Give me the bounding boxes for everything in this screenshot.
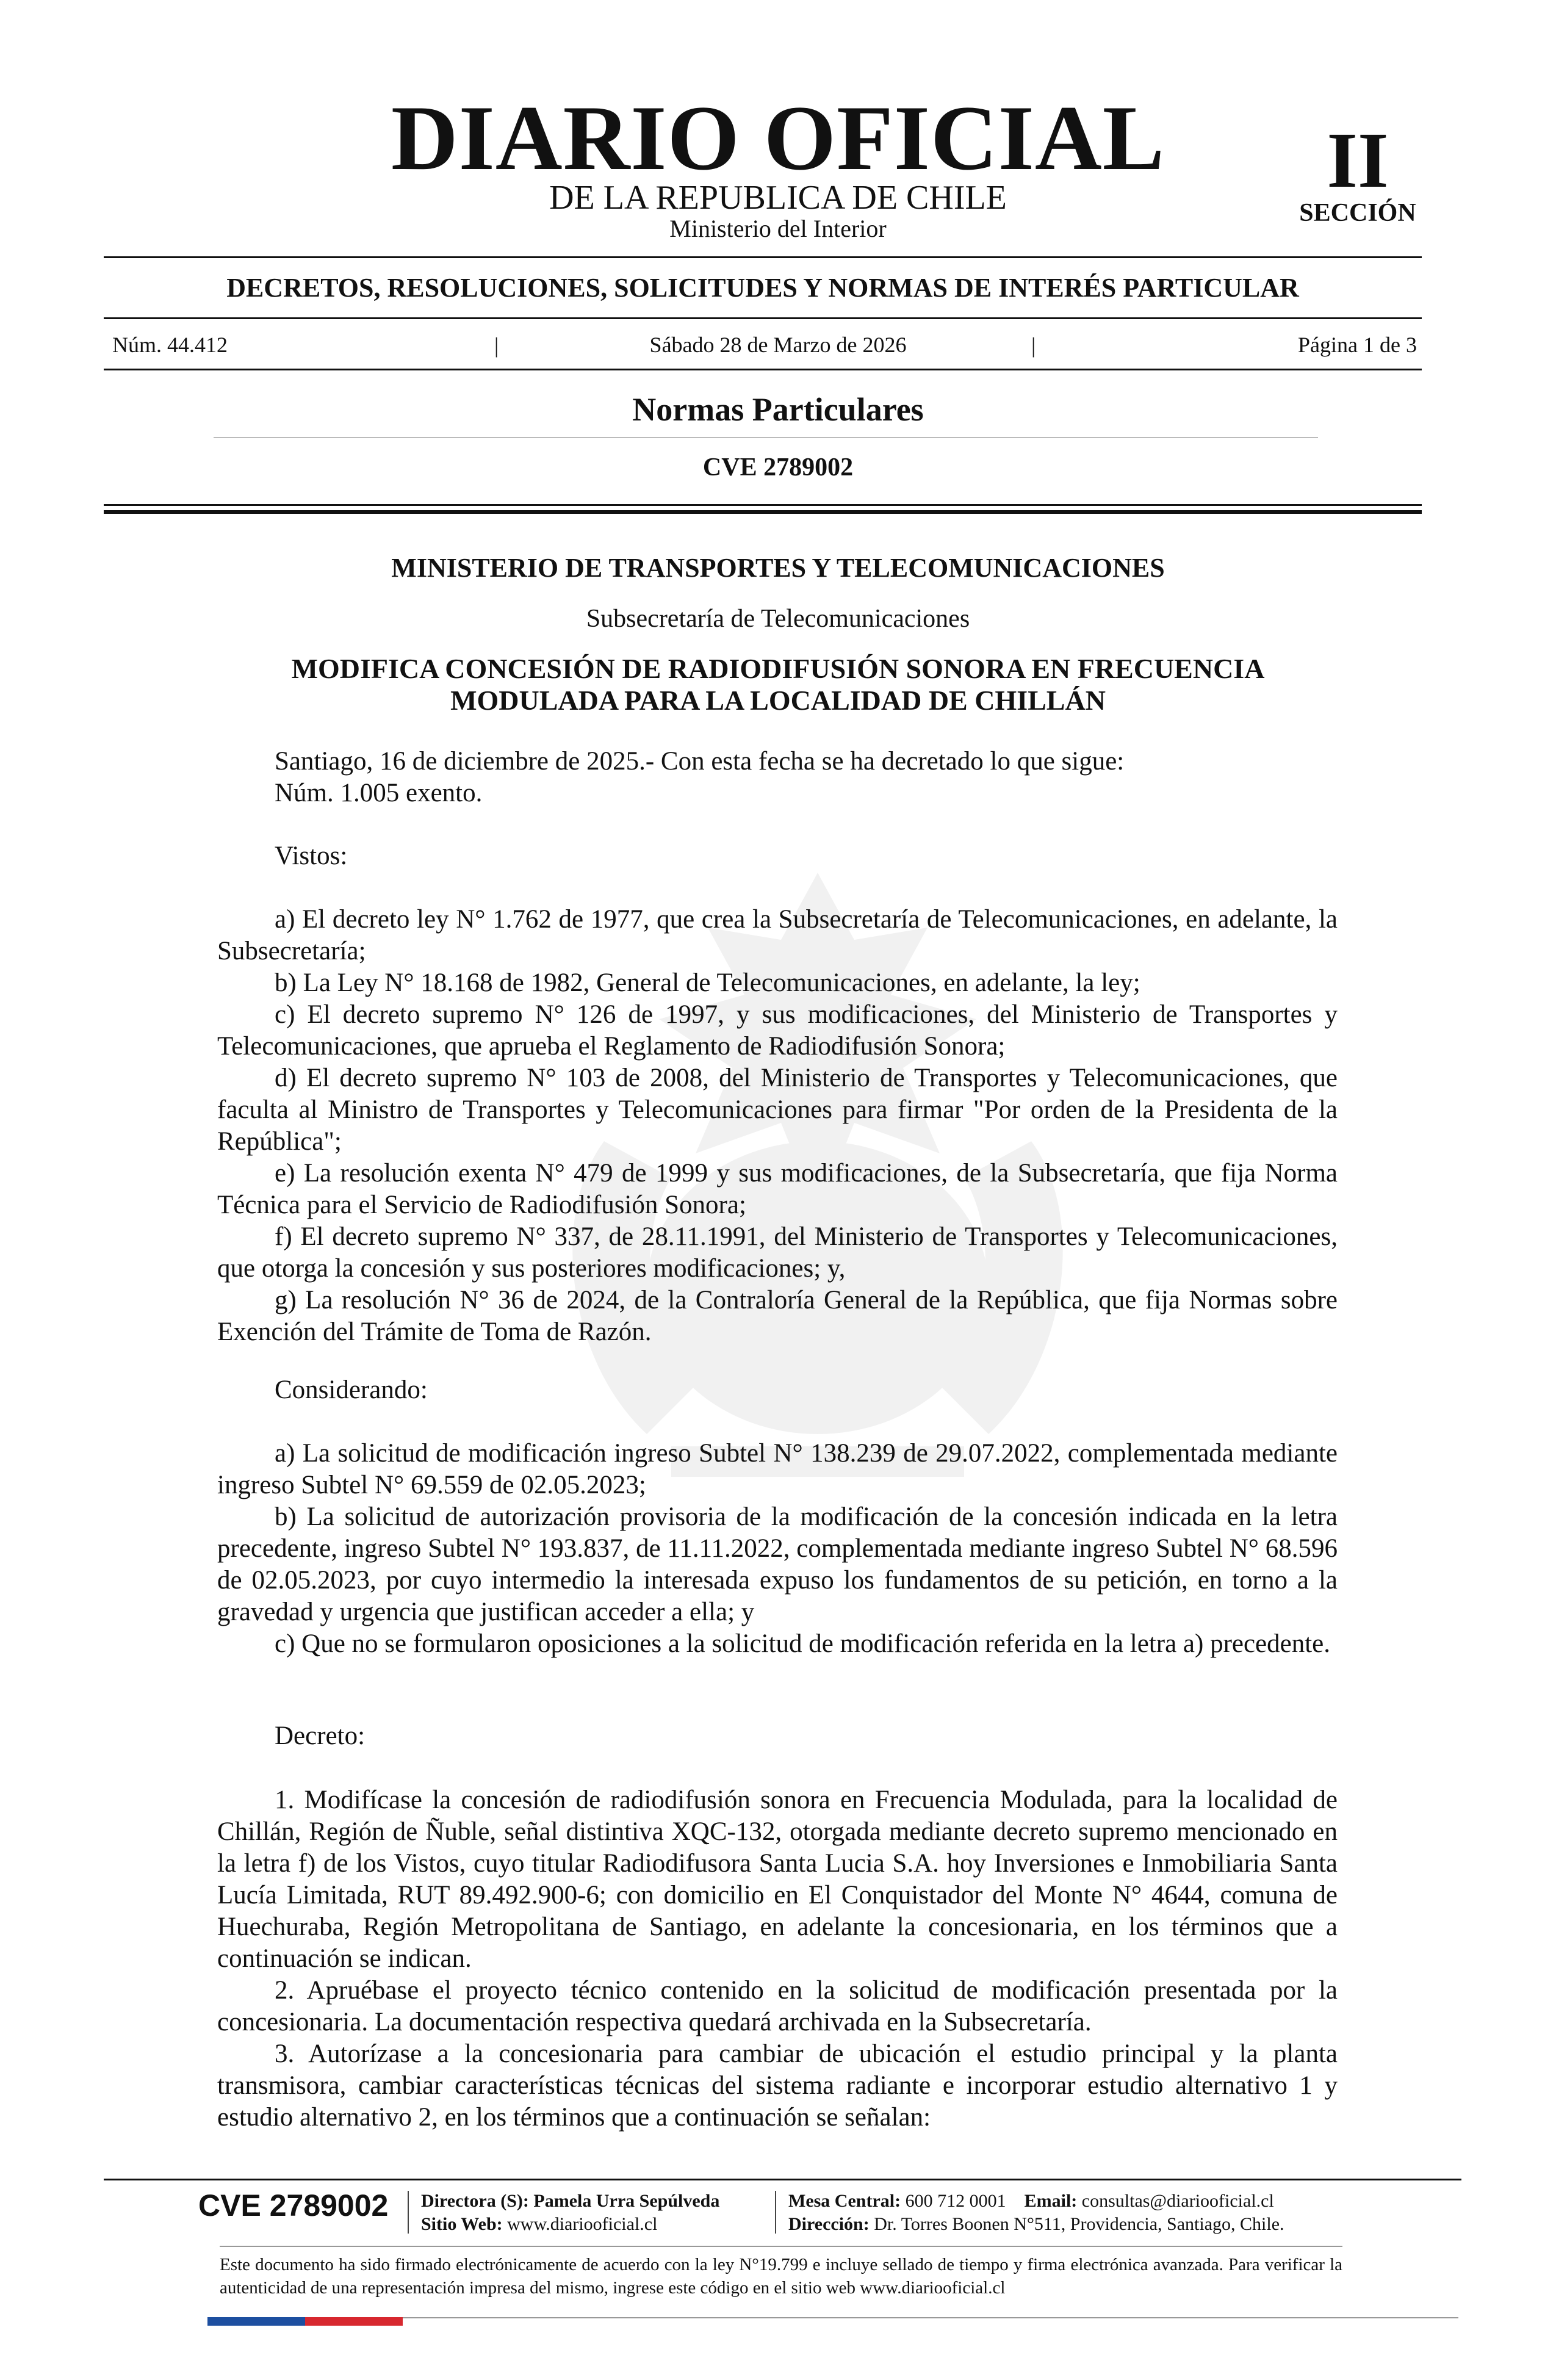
footer-contact-left <box>421 2190 719 2236</box>
footer-cve-code: CVE 2789002 <box>198 2188 389 2223</box>
footer-note: Este documento ha sido firmado electrónicamente de acuerdo con la ley N°19.799 e incluye sellado de tiempo y firma electrónica avanzada. Para verificar la autenticidad de una representación impresa del mismo, ingrese este código en el sitio web www.diariooficial.cl <box>220 2255 1342 2298</box>
issue-number: Núm. 44.412 <box>112 333 228 357</box>
divider-thick <box>104 510 1422 514</box>
list-item: c) El decreto supremo N° 126 de 1997, y sus modificaciones, del Ministerio de Transportes y Telecomunicaciones, que aprueba el Reglamento de Radiodifusión Sonora; <box>217 1000 1338 1061</box>
list-item: b) La Ley N° 18.168 de 1982, General de Telecomunicaciones, en adelante, la ley; <box>275 968 1140 997</box>
divider <box>104 256 1422 258</box>
list-item: 1. Modifícase la concesión de radiodifusión sonora en Frecuencia Modulada, para la localidad de Chillán, Región de Ñuble, señal distintiva XQC-132, otorgada mediante decreto supremo mencionado en la letra f) de los Vistos, cuyo titular Radiodifusora Santa Lucia S.A. hoy Inversiones e Inmobiliaria Santa Lucía Limitada, RUT 89.492.900-6; con domicilio en El Conquistador del Monte N° 4644, comuna de Huechuraba, Región Metropolitana de Santiago, en adelante la concesionaria, en los términos que a continuación se indican. <box>217 1786 1338 1973</box>
decreto-list <box>217 1784 1338 2133</box>
thin-divider <box>214 437 1318 438</box>
address-value: Dr. Torres Boonen N°511, Providencia, Santiago, Chile. <box>874 2214 1284 2234</box>
intro-line: Santiago, 16 de diciembre de 2025.- Con esta fecha se ha decretado lo que sigue: <box>275 747 1125 776</box>
divider <box>104 369 1422 370</box>
section-label: SECCIÓN <box>1299 199 1416 227</box>
list-item: g) La resolución N° 36 de 2024, de la Contraloría General de la República, que fija Normas sobre Exención del Trámite de Toma de Razón. <box>217 1286 1338 1346</box>
footer-contact-right <box>788 2190 1284 2236</box>
flag-stripe-red <box>305 2317 403 2326</box>
list-item: d) El decreto supremo N° 103 de 2008, del Ministerio de Transportes y Telecomunicaciones, que faculta al Ministro de Transportes y Telecomunicaciones para firmar "Por orden de la Presidenta de la República"; <box>217 1064 1338 1156</box>
vistos-list <box>217 904 1338 1348</box>
divider <box>104 504 1422 506</box>
section-heading: Normas Particulares <box>632 391 924 428</box>
site-link[interactable]: www.diariooficial.cl <box>507 2214 658 2234</box>
list-item: 2. Apruébase el proyecto técnico contenido en la solicitud de modificación presentada por la concesionaria. La documentación respectiva quedará archivada en la Subsecretaría. <box>217 1976 1338 2036</box>
list-item: 3. Autorízase a la concesionaria para cambiar de ubicación el estudio principal y la planta transmisora, cambiar características técnicas del sistema radiante e incorporar estudio alternativo 1 y estudio alternativo 2, en los términos que a continuación se señalan: <box>217 2039 1338 2132</box>
footer-thin-divider <box>220 2246 1342 2247</box>
intro-line: Núm. 1.005 exento. <box>275 779 483 807</box>
decree-title-line: MODIFICA CONCESIÓN DE RADIODIFUSIÓN SONORA EN FRECUENCIA <box>291 653 1265 684</box>
cve-code: CVE 2789002 <box>702 453 854 481</box>
footer-divider <box>104 2179 1461 2180</box>
meta-separator: | <box>1031 333 1036 358</box>
newspaper-subtitle: DE LA REPUBLICA DE CHILE <box>549 179 1007 217</box>
email-link[interactable]: consultas@diariooficial.cl <box>1081 2191 1274 2211</box>
phone-value: 600 712 0001 <box>905 2191 1006 2211</box>
address-label: Dirección: <box>788 2214 870 2234</box>
list-item: f) El decreto supremo N° 337, de 28.11.1991, del Ministerio de Transportes y Telecomunicaciones, que otorga la concesión y sus posteriores modificaciones; y, <box>217 1222 1338 1283</box>
list-item: e) La resolución exenta N° 479 de 1999 y sus modificaciones, de la Subsecretaría, que fija Norma Técnica para el Servicio de Radiodifusión Sonora; <box>217 1159 1338 1219</box>
flag-stripe-blue <box>207 2317 305 2326</box>
list-item: a) El decreto ley N° 1.762 de 1977, que crea la Subsecretaría de Telecomunicaciones, en adelante, la Subsecretaría; <box>217 905 1338 965</box>
intro <box>275 746 1124 809</box>
considerando-list <box>217 1438 1338 1660</box>
page-indicator: Página 1 de 3 <box>1298 333 1417 357</box>
decreto-label: Decreto: <box>275 1722 366 1750</box>
list-item: a) La solicitud de modificación ingreso Subtel N° 138.239 de 29.07.2022, complementada mediante ingreso Subtel N° 69.559 de 02.05.2023; <box>217 1439 1338 1499</box>
director-label: Directora (S): <box>421 2191 529 2211</box>
site-label: Sitio Web: <box>421 2214 503 2234</box>
decree-title <box>183 653 1373 716</box>
footer-separator <box>408 2191 409 2234</box>
meta-separator: | <box>494 333 499 358</box>
issue-date: Sábado 28 de Marzo de 2026 <box>649 333 907 357</box>
phone-label: Mesa Central: <box>788 2191 901 2211</box>
director-name: Pamela Urra Sepúlveda <box>533 2191 720 2211</box>
considerando-label: Considerando: <box>275 1376 428 1404</box>
divider <box>104 317 1422 319</box>
vistos-label: Vistos: <box>275 842 348 870</box>
band-title: DECRETOS, RESOLUCIONES, SOLICITUDES Y NORMAS DE INTERÉS PARTICULAR <box>226 273 1299 303</box>
list-item: b) La solicitud de autorización provisoria de la modificación de la concesión indicada en la letra precedente, ingreso Subtel N° 193.837, de 11.11.2022, complementada mediante ingreso Subtel N° 68.596 de 02.05.2023, por cuyo intermedio la interesada expuso los fundamentos de su petición, en torno a la gravedad y urgencia que justifican acceder a ella; y <box>217 1502 1338 1626</box>
subsecretaria: Subsecretaría de Telecomunicaciones <box>586 605 970 633</box>
list-item: c) Que no se formularon oposiciones a la solicitud de modificación referida en la letra a) precedente. <box>275 1629 1331 1658</box>
section-number: II <box>1327 117 1389 204</box>
email-label: Email: <box>1024 2191 1078 2211</box>
newspaper-title: DIARIO OFICIAL <box>391 87 1165 189</box>
ministry-line: Ministerio del Interior <box>669 215 887 242</box>
footer-separator <box>775 2191 776 2234</box>
ministry-header: MINISTERIO DE TRANSPORTES Y TELECOMUNICACIONES <box>391 553 1165 583</box>
decree-title-line: MODULADA PARA LA LOCALIDAD DE CHILLÁN <box>450 685 1106 716</box>
